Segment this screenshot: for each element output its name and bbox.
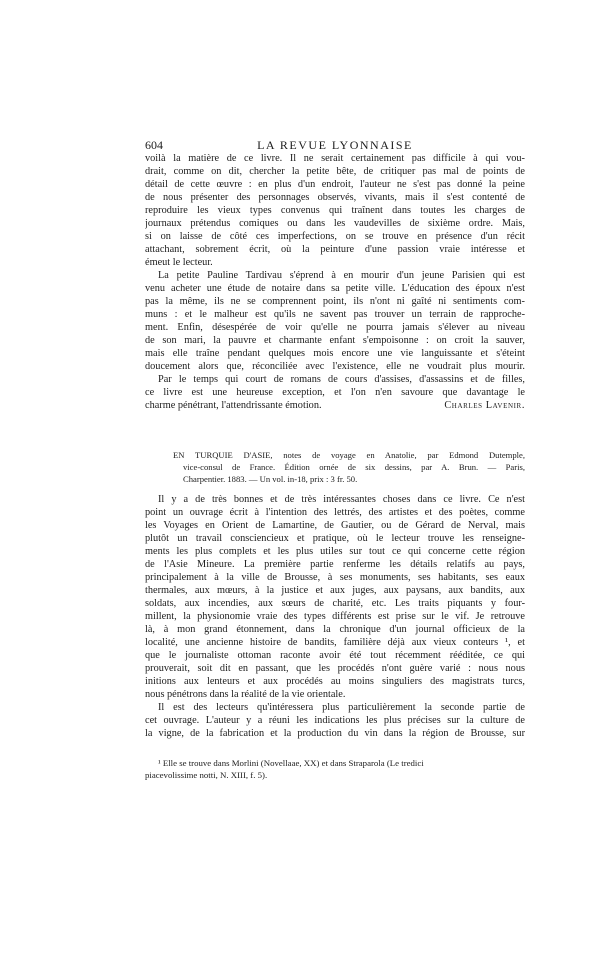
text-line: voilà la matière de ce livre. Il ne serait certainement pas difficile à qui vou-: [145, 153, 525, 164]
text-line: nous pénétrons dans la réalité de la vie orientale.: [145, 689, 346, 700]
text-line: principalement à la ville de Brousse, à ses monuments, ses habitants, ses eaux: [145, 572, 525, 583]
text-line: soldats, aux incendies, aux sœurs de charité, etc. Les traits piquants y four-: [145, 598, 525, 609]
text-line: mais elle traîne pendant quelques mois encore une vie languissante et s'éteint: [145, 348, 525, 359]
text-line: reproduire les vieux types convenus qui traînent dans toutes les charges de: [145, 205, 525, 216]
signature-wrap: [385, 399, 525, 412]
text-line: là, à mon grand étonnement, dans la chronique d'un journal officieux de la: [145, 624, 525, 635]
text-line: muns : et le malheur est qu'ils ne savent pas trouver un terrain de rapproche-: [145, 309, 525, 320]
text-line: journaux prétendus comiques ou dans les vaudevilles de sixième ordre. Mais,: [145, 218, 525, 229]
footnote-line: ¹ Elle se trouve dans Morlini (Novellaae, XX) et dans Straparola (Le tredici: [158, 758, 424, 768]
review-one: [145, 152, 525, 412]
running-head: [145, 138, 525, 152]
text-line: millent, la physionomie vraie des types différents est prise sur le vif. Je retrouve: [145, 611, 525, 622]
text-line: cet ouvrage. L'auteur y a réuni les indications les plus précises sur la culture de: [145, 715, 525, 726]
text-line: de l'Asie Mineure. La première partie renferme les détails relatifs au pays,: [145, 559, 525, 570]
text-line: attachant, sobrement écrit, où la peinture d'une passion vraie intéresse et: [145, 244, 525, 255]
text-line: les Voyages en Orient de Lamartine, de Gautier, ou de Gérard de Nerval, mais: [145, 520, 525, 531]
text-line: localité, une ancienne histoire de bandits, familière déjà aux vieux conteurs ¹, et: [145, 637, 525, 648]
text-line: pas la même, ils ne se comprennent point, ils n'ont ni gaîté ni sentiments com-: [145, 296, 525, 307]
review-two: [145, 493, 525, 741]
signature: Charles Lavenir.: [444, 400, 525, 411]
text-line: La petite Pauline Tardivau s'éprend à en mourir d'un jeune Parisien qui est: [158, 270, 525, 281]
text-line: doucement alors que, réconciliée avec l'existence, elle ne voudrait plus mourir.: [145, 361, 525, 372]
bibliography-entry: [173, 449, 525, 485]
text-line: Par le temps qui court de romans de cours d'assises, d'assassins et de filles,: [158, 374, 525, 385]
text-line: Il est des lecteurs qu'intéressera plus particulièrement la seconde partie de: [158, 702, 525, 713]
text-line: ment. Enfin, désespérée de voir qu'elle ne pourra jamais s'élever au niveau: [145, 322, 525, 333]
text-line: émeut le lecteur.: [145, 257, 213, 268]
text-line: la vigne, de la fabrication et la production du vin dans la région de Brousse, sur: [145, 728, 525, 739]
text-line: venu acheter une étude de notaire dans sa petite ville. L'éducation des époux n'est: [145, 283, 525, 294]
bibliography-line: Charpentier. 1883. — Un vol. in-18, prix : 3 fr. 50.: [183, 474, 358, 484]
text-line: de nous présenter des personnages observés, vivants, mais il s'est contenté de: [145, 192, 525, 203]
page-number: 604: [145, 138, 163, 152]
footnote-line: piacevolissime notti, N. XIII, f. 5).: [145, 770, 268, 780]
text-line: si on laisse de côté ces imperfections, on se trouve en présence d'un récit: [145, 231, 525, 242]
text-line: initions aux lenteurs et aux procédés au moins singuliers des magistrats turcs,: [145, 676, 525, 687]
text-line: Il y a de très bonnes et de très intéressantes choses dans ce livre. Ce n'est: [158, 494, 525, 505]
bibliography-line: vice-consul de France. Édition ornée de six dessins, par A. Brun. — Paris,: [183, 462, 525, 472]
text-line: plutôt un travail consciencieux et pratique, où le lecteur trouve les renseigne-: [145, 533, 525, 544]
text-line: charme pénétrant, l'attendrissante émotion.: [145, 400, 322, 411]
bibliography-line: EN TURQUIE D'ASIE, notes de voyage en Anatolie, par Edmond Dutemple,: [173, 450, 525, 460]
text-line: drait, comme on dit, chercher la petite bête, de critiquer pas mal de points de: [145, 166, 525, 177]
text-line: prouverait, soit dit en passant, que les procédés n'ont guère varié : nous nous: [145, 663, 525, 674]
journal-title: LA REVUE LYONNAISE: [257, 138, 413, 152]
text-line: de son mari, la pauvre et charmante enfant s'empoisonne : on croit la sauver,: [145, 335, 525, 346]
text-line: point un ouvrage écrit à l'intention des lettrés, des artistes et des poètes, comme: [145, 507, 525, 518]
text-line: thermales, aux mœurs, à la justice et aux juges, aux paysans, aux bandits, aux: [145, 585, 525, 596]
text-line: ce livre est une heureuse exception, et l'on n'en savoure que davantage le: [145, 387, 525, 398]
text-line: détail de cette œuvre : en plus d'un endroit, l'auteur ne s'est pas donné la peine: [145, 179, 525, 190]
text-line: que le journaliste ottoman raconte avoir été tout récemment rééditée, ce qui: [145, 650, 525, 661]
text-line: ments les plus complets et les plus utiles sur tout ce qui concerne cette région: [145, 546, 525, 557]
